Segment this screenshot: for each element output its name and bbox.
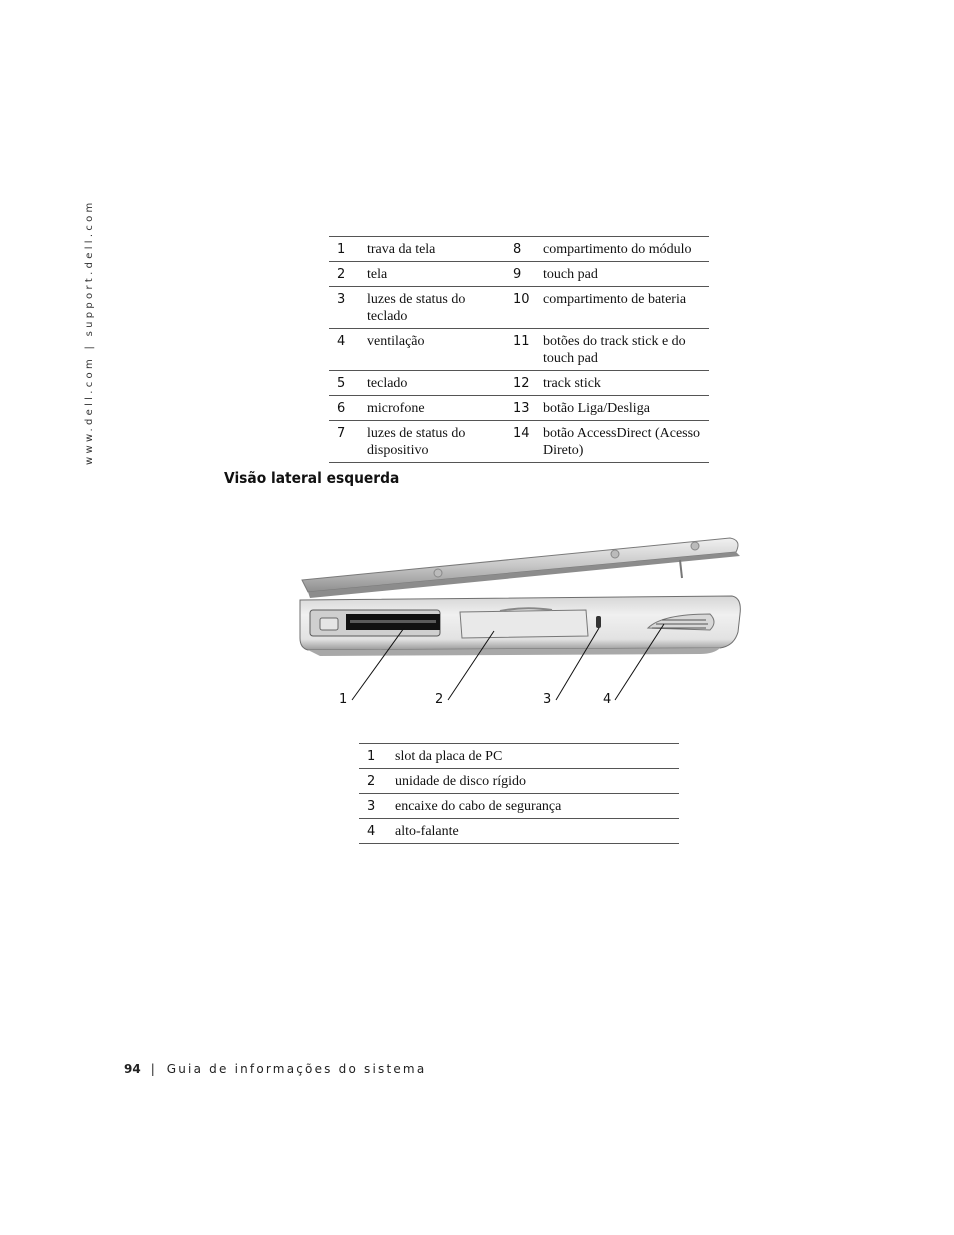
page-footer: [124, 1062, 426, 1076]
item-number: 11: [505, 329, 543, 371]
laptop-left-side-figure: [290, 528, 750, 718]
item-label: compartimento de bateria: [543, 287, 709, 329]
table-row: [329, 329, 709, 371]
callout-1: 1: [339, 692, 348, 707]
item-number: 7: [329, 421, 367, 463]
section-heading: Visão lateral esquerda: [224, 469, 400, 487]
table-row: [329, 396, 709, 421]
callout-2: 2: [435, 692, 444, 707]
left-side-table: [359, 743, 679, 844]
item-number: 3: [329, 287, 367, 329]
item-number: 2: [329, 262, 367, 287]
item-number: 5: [329, 371, 367, 396]
page-number: 94: [124, 1062, 141, 1076]
item-number: 8: [505, 237, 543, 262]
item-label: botão Liga/Desliga: [543, 396, 709, 421]
item-label: luzes de status do teclado: [367, 287, 505, 329]
item-number: 12: [505, 371, 543, 396]
item-number: 10: [505, 287, 543, 329]
item-label: teclado: [367, 371, 505, 396]
footer-separator: |: [150, 1062, 155, 1076]
laptop-illustration: [290, 528, 750, 718]
callout-4: 4: [603, 692, 612, 707]
table-row: [329, 262, 709, 287]
table-row: [329, 371, 709, 396]
table-row: [359, 769, 679, 794]
item-label: track stick: [543, 371, 709, 396]
callout-3: 3: [543, 692, 552, 707]
item-number: 1: [329, 237, 367, 262]
item-label: touch pad: [543, 262, 709, 287]
item-label: ventilação: [367, 329, 505, 371]
item-label: slot da placa de PC: [395, 744, 679, 769]
item-label: compartimento do módulo: [543, 237, 709, 262]
item-label: microfone: [367, 396, 505, 421]
table-row: [329, 237, 709, 262]
item-label: unidade de disco rígido: [395, 769, 679, 794]
item-label: trava da tela: [367, 237, 505, 262]
item-number: 4: [359, 819, 395, 844]
side-url: www.dell.com | support.dell.com: [84, 199, 95, 465]
item-number: 3: [359, 794, 395, 819]
item-number: 6: [329, 396, 367, 421]
table-row: [329, 287, 709, 329]
item-number: 2: [359, 769, 395, 794]
item-label: encaixe do cabo de segurança: [395, 794, 679, 819]
item-number: 14: [505, 421, 543, 463]
table-row: [329, 421, 709, 463]
item-number: 1: [359, 744, 395, 769]
components-table: [329, 236, 709, 463]
item-label: botões do track stick e do touch pad: [543, 329, 709, 371]
table-row: [359, 744, 679, 769]
item-number: 4: [329, 329, 367, 371]
item-number: 13: [505, 396, 543, 421]
item-label: botão AccessDirect (Acesso Direto): [543, 421, 709, 463]
item-label: luzes de status do dispositivo: [367, 421, 505, 463]
table-row: [359, 794, 679, 819]
document-title: Guia de informações do sistema: [166, 1062, 427, 1076]
table-row: [359, 819, 679, 844]
item-label: tela: [367, 262, 505, 287]
item-label: alto-falante: [395, 819, 679, 844]
item-number: 9: [505, 262, 543, 287]
